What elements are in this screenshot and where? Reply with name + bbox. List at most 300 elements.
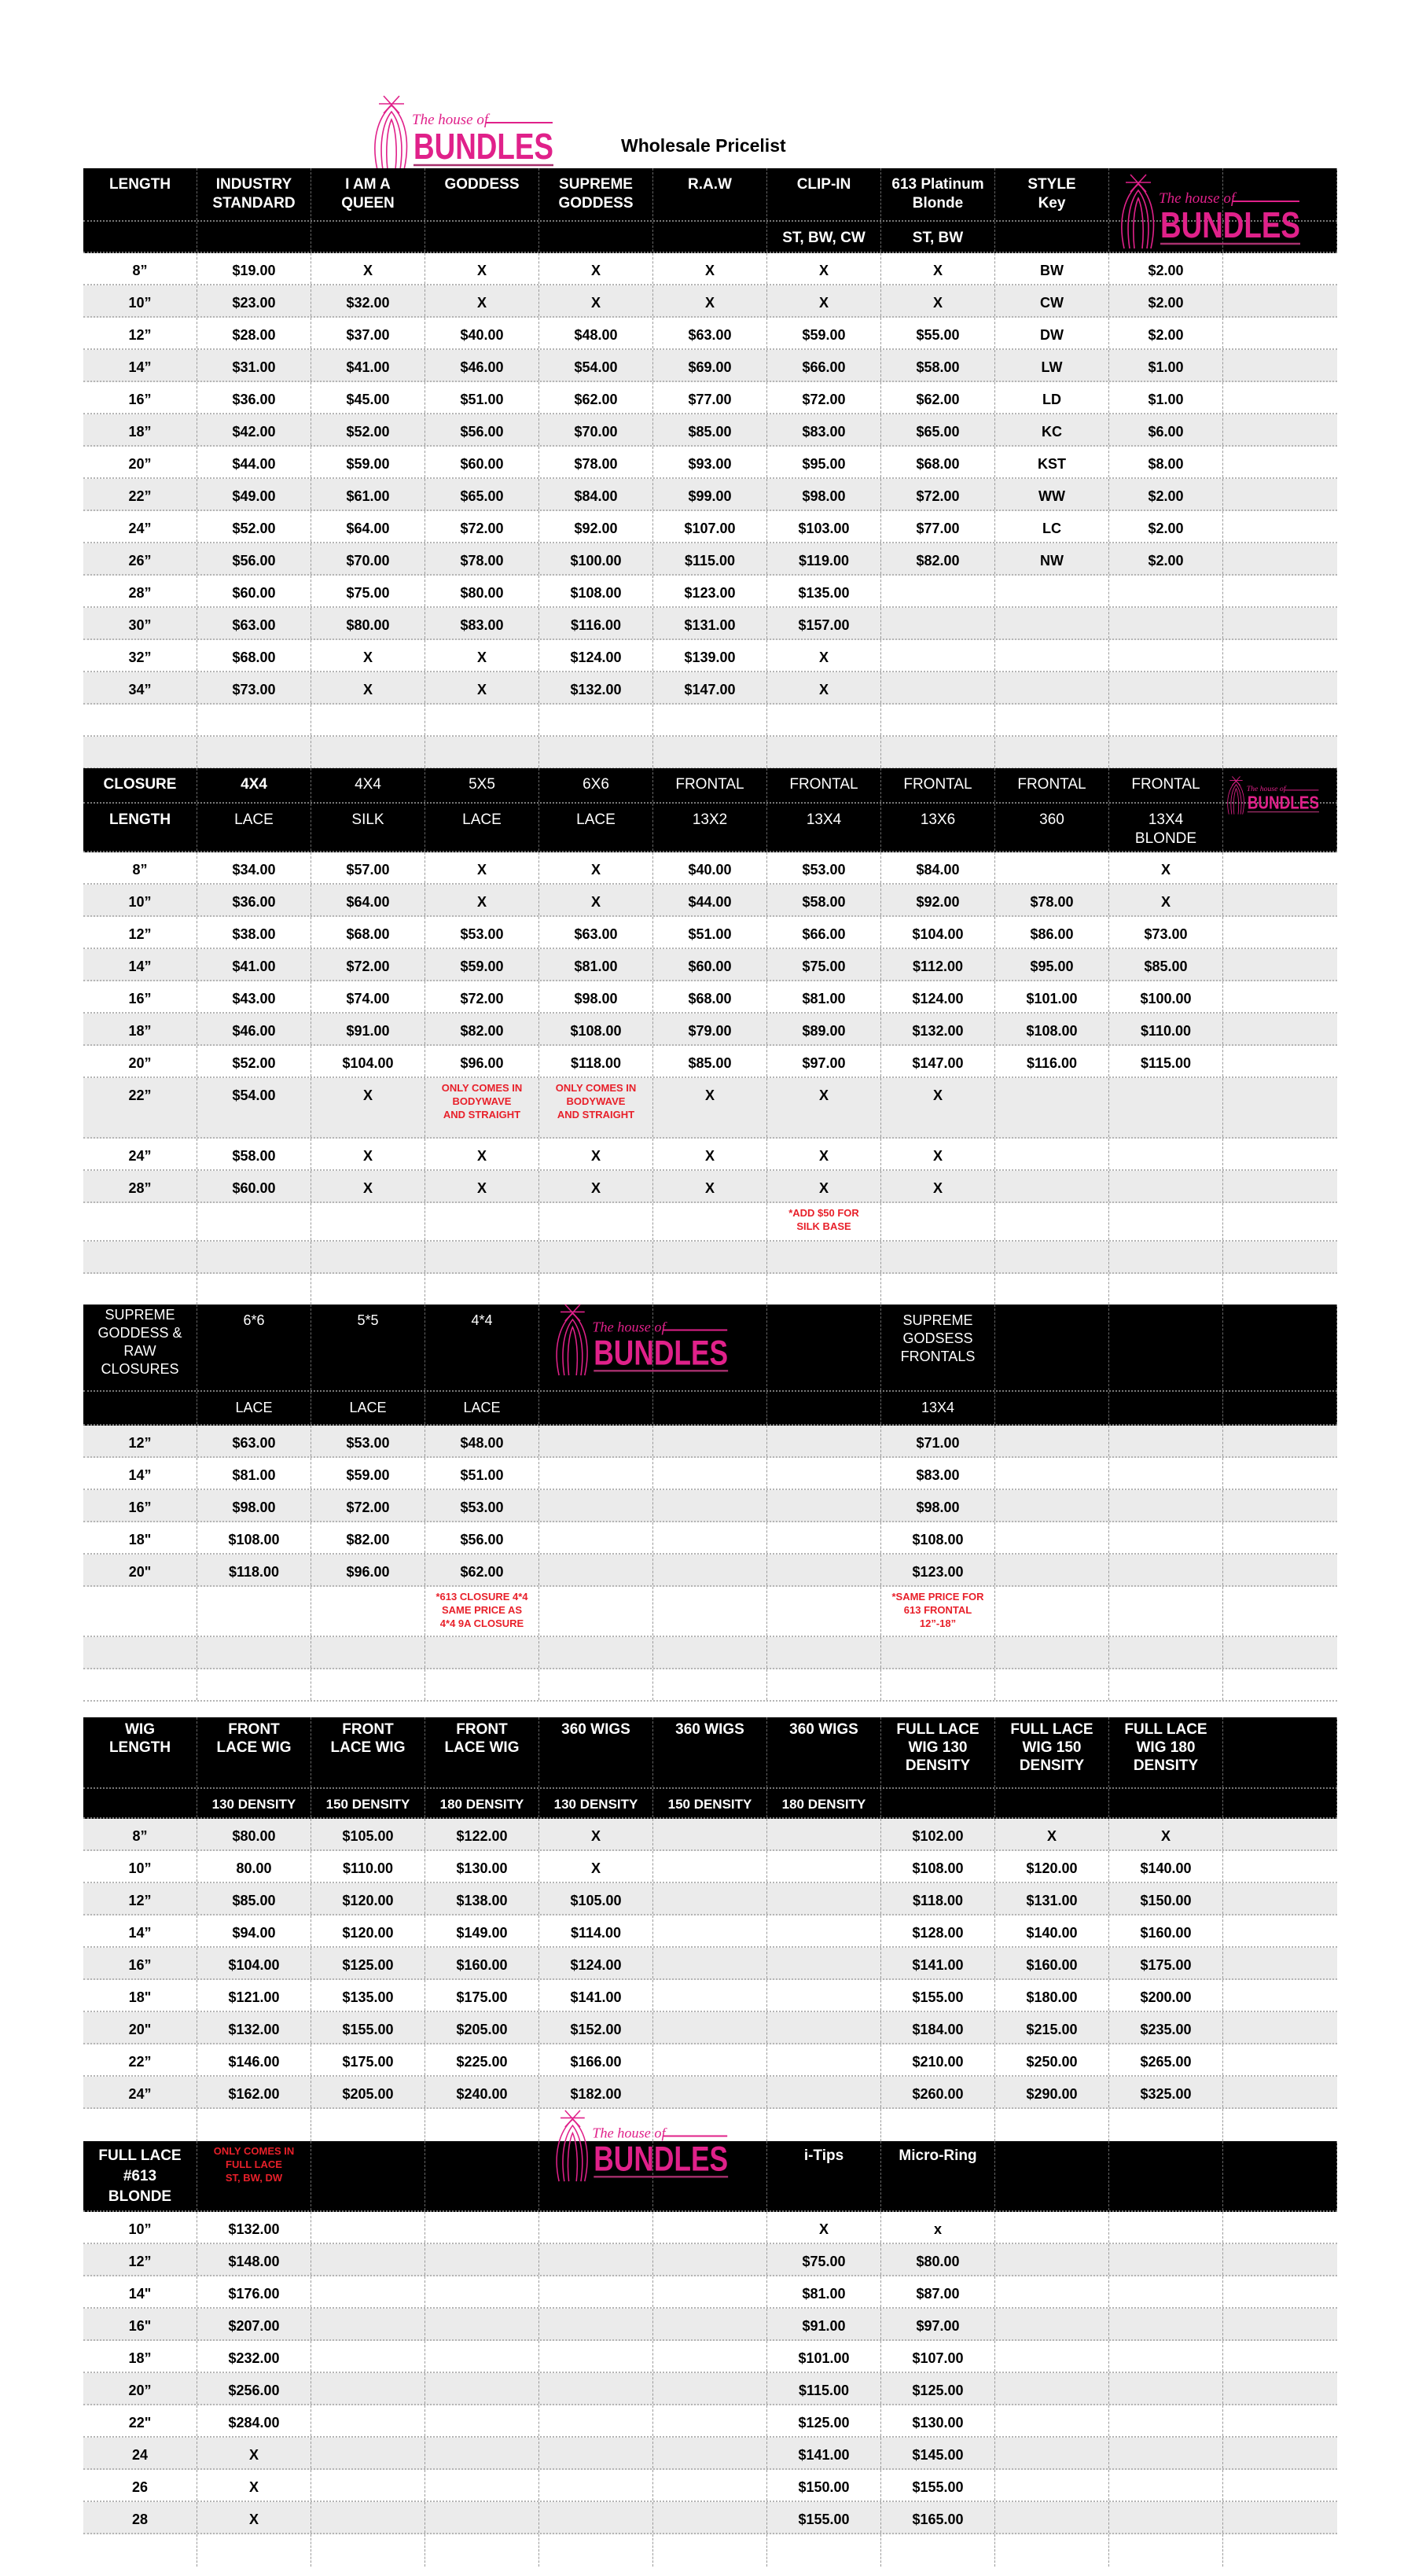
length-cell: 18" [83, 1980, 197, 2011]
column-header: 13X4 [767, 804, 881, 851]
price-cell [311, 2438, 425, 2468]
price-cell [1223, 253, 1337, 284]
column-header: SUPREME GODDESS & RAW CLOSURES [83, 1305, 197, 1390]
column-header: ST, BW, CW [767, 222, 881, 252]
length-cell: 20” [83, 1046, 197, 1076]
price-cell: $91.00 [767, 2309, 881, 2339]
price-cell [767, 1274, 881, 1305]
price-cell: X [539, 1819, 653, 1849]
length-cell: 12” [83, 1426, 197, 1456]
table-row [83, 2502, 1337, 2534]
price-cell: $8.00 [1109, 447, 1223, 477]
price-cell: LW [995, 350, 1109, 381]
column-header: CLOSURE [83, 768, 197, 802]
price-cell [653, 2373, 767, 2404]
length-cell: 34” [83, 672, 197, 703]
price-cell: $75.00 [767, 2244, 881, 2275]
price-cell [539, 1242, 653, 1272]
table-row [83, 608, 1337, 640]
price-cell [653, 2212, 767, 2243]
price-cell: $95.00 [995, 949, 1109, 980]
price-cell: X [767, 285, 881, 316]
column-header: ONLY COMES IN FULL LACE ST, BW, DW [197, 2141, 311, 2210]
price-cell [653, 2438, 767, 2468]
price-cell: $148.00 [197, 2244, 311, 2275]
wigs-table [83, 1717, 1337, 2141]
length-cell: 8” [83, 852, 197, 883]
price-cell: $118.00 [539, 1046, 653, 1076]
price-cell: $150.00 [767, 2470, 881, 2501]
price-cell: $1.00 [1109, 350, 1223, 381]
column-header: LACE [425, 804, 539, 851]
price-cell: $256.00 [197, 2373, 311, 2404]
length-cell: 16” [83, 382, 197, 413]
table-row [83, 2309, 1337, 2341]
price-cell [1223, 2244, 1337, 2275]
table-row [83, 1637, 1337, 1669]
price-cell: $157.00 [767, 608, 881, 638]
length-cell: 18" [83, 1522, 197, 1553]
price-cell: X [653, 1139, 767, 1169]
brand-logo [542, 2107, 731, 2183]
length-cell: 14” [83, 949, 197, 980]
price-cell: $116.00 [995, 1046, 1109, 1076]
column-header [1109, 1392, 1223, 1424]
price-cell: $40.00 [653, 852, 767, 883]
price-cell [1223, 2502, 1337, 2533]
column-header: FRONTAL [995, 768, 1109, 802]
price-cell: X [995, 1819, 1109, 1849]
price-cell [539, 2276, 653, 2307]
price-cell: X [653, 285, 767, 316]
price-cell: $232.00 [197, 2341, 311, 2372]
price-cell [767, 2109, 881, 2141]
price-cell [653, 2341, 767, 2372]
column-header: 360 WIGS [653, 1717, 767, 1787]
price-cell [1223, 1426, 1337, 1456]
price-cell: $175.00 [1109, 1948, 1223, 1978]
price-cell: $124.00 [881, 981, 995, 1012]
price-cell [767, 1637, 881, 1668]
price-cell [767, 1669, 881, 1700]
price-cell [311, 1669, 425, 1700]
column-header: FRONTAL [881, 768, 995, 802]
price-cell: $108.00 [881, 1522, 995, 1553]
price-cell [653, 2502, 767, 2533]
price-cell [995, 1139, 1109, 1169]
price-cell [1223, 2212, 1337, 2243]
price-cell: $83.00 [425, 608, 539, 638]
price-cell [767, 1458, 881, 1489]
column-header: 13X4 [881, 1392, 995, 1424]
column-header: FULL LACE WIG 180 DENSITY [1109, 1717, 1223, 1787]
column-header: 13X2 [653, 804, 767, 851]
column-header: 5*5 [311, 1305, 425, 1390]
length-cell: 24” [83, 1139, 197, 1169]
price-cell: X [881, 1078, 995, 1137]
price-cell: $49.00 [197, 479, 311, 510]
table-row [83, 1669, 1337, 1702]
price-cell [653, 2077, 767, 2107]
column-header: 5X5 [425, 768, 539, 802]
price-cell: $87.00 [881, 2276, 995, 2307]
price-cell [539, 2244, 653, 2275]
price-cell [1223, 382, 1337, 413]
price-cell [767, 2012, 881, 2043]
price-cell: $155.00 [311, 2012, 425, 2043]
price-cell [653, 2470, 767, 2501]
table-row [83, 2077, 1337, 2109]
price-cell: $155.00 [881, 2470, 995, 2501]
price-cell [767, 1242, 881, 1272]
price-cell: $210.00 [881, 2044, 995, 2075]
table-row [83, 1426, 1337, 1458]
column-header: FRONTAL [1109, 768, 1223, 802]
price-cell [1109, 608, 1223, 638]
price-cell [1223, 285, 1337, 316]
length-cell: 24” [83, 511, 197, 542]
column-header: FRONTAL [653, 768, 767, 802]
table-row [83, 917, 1337, 949]
price-cell: $56.00 [425, 414, 539, 445]
price-cell [1223, 852, 1337, 883]
price-cell [539, 737, 653, 767]
length-cell [83, 1274, 197, 1305]
column-header [653, 1392, 767, 1424]
column-header: 13X4 BLONDE [1109, 804, 1223, 851]
closures-frontals-table [83, 768, 1337, 1306]
price-cell [767, 1587, 881, 1636]
price-cell: $44.00 [653, 885, 767, 915]
price-cell: X [197, 2470, 311, 2501]
price-cell [1109, 1669, 1223, 1700]
price-cell: $61.00 [311, 479, 425, 510]
price-cell: $31.00 [197, 350, 311, 381]
price-cell [653, 1555, 767, 1585]
price-cell: $70.00 [539, 414, 653, 445]
price-cell: $56.00 [197, 543, 311, 574]
column-header: 180 DENSITY [767, 1789, 881, 1817]
length-cell [83, 1669, 197, 1700]
price-cell: $1.00 [1109, 382, 1223, 413]
price-cell: $102.00 [881, 1819, 995, 1849]
price-cell: $64.00 [311, 885, 425, 915]
price-cell [311, 2405, 425, 2436]
price-cell [539, 705, 653, 735]
table-row [83, 447, 1337, 479]
svg-text:BUNDLES: BUNDLES [1160, 204, 1300, 245]
table-row [83, 285, 1337, 318]
price-cell [995, 1171, 1109, 1202]
price-cell: $62.00 [881, 382, 995, 413]
price-cell: $145.00 [881, 2438, 995, 2468]
price-cell: $104.00 [311, 1046, 425, 1076]
price-cell [1109, 1458, 1223, 1489]
price-cell: $81.00 [767, 2276, 881, 2307]
length-cell [83, 1637, 197, 1668]
length-cell [83, 1242, 197, 1272]
price-cell: $65.00 [425, 479, 539, 510]
length-cell: 8” [83, 253, 197, 284]
price-cell: $115.00 [653, 543, 767, 574]
price-cell [995, 2276, 1109, 2307]
column-header [197, 222, 311, 252]
price-cell [1223, 640, 1337, 671]
price-cell: X [311, 640, 425, 671]
price-cell: $28.00 [197, 318, 311, 348]
price-cell: $2.00 [1109, 543, 1223, 574]
price-cell: $2.00 [1109, 253, 1223, 284]
price-cell [425, 1242, 539, 1272]
table-row [83, 2244, 1337, 2276]
note-text: ONLY COMES IN BODYWAVE AND STRAIGHT [425, 1078, 539, 1137]
brand-logo [1220, 775, 1321, 815]
price-cell: $68.00 [197, 640, 311, 671]
price-cell [539, 1587, 653, 1636]
price-cell [767, 1522, 881, 1553]
column-header: STYLE Key [995, 168, 1109, 220]
price-cell [539, 1637, 653, 1668]
price-cell [1109, 2244, 1223, 2275]
price-cell [995, 640, 1109, 671]
price-cell: $284.00 [197, 2405, 311, 2436]
price-cell [995, 1490, 1109, 1521]
price-cell [995, 608, 1109, 638]
price-cell: $19.00 [197, 253, 311, 284]
price-cell [539, 2309, 653, 2339]
table-row [83, 705, 1337, 737]
length-cell: 32” [83, 640, 197, 671]
price-cell: $152.00 [539, 2012, 653, 2043]
blonde-wigs-extensions-table [83, 2141, 1337, 2567]
price-cell: X [311, 672, 425, 703]
price-cell: $78.00 [539, 447, 653, 477]
table-row [83, 318, 1337, 350]
table-row [83, 1139, 1337, 1171]
column-header: 13X6 [881, 804, 995, 851]
column-header [1223, 1305, 1337, 1390]
table-row [83, 2044, 1337, 2077]
price-cell [653, 2012, 767, 2043]
price-cell: $132.00 [539, 672, 653, 703]
price-cell [1109, 576, 1223, 606]
price-cell: $140.00 [1109, 1851, 1223, 1882]
price-cell [995, 2341, 1109, 2372]
table-row [83, 382, 1337, 414]
price-cell [653, 1883, 767, 1914]
length-cell: 20" [83, 1555, 197, 1585]
length-cell [83, 1203, 197, 1240]
price-cell [653, 2244, 767, 2275]
price-cell: $101.00 [995, 981, 1109, 1012]
price-cell [653, 1458, 767, 1489]
price-cell: $80.00 [197, 1819, 311, 1849]
price-cell: $41.00 [311, 350, 425, 381]
table-row [83, 737, 1337, 769]
length-cell: 14” [83, 1458, 197, 1489]
svg-text:BUNDLES: BUNDLES [594, 2140, 729, 2179]
price-cell: BW [995, 253, 1109, 284]
column-header [1223, 1392, 1337, 1424]
price-cell [311, 1203, 425, 1240]
table-row [83, 1458, 1337, 1490]
price-cell [311, 2276, 425, 2307]
price-cell [995, 1078, 1109, 1137]
length-cell: 12” [83, 1883, 197, 1914]
brand-logo [1107, 171, 1303, 250]
price-cell [767, 2534, 881, 2567]
price-cell [197, 2534, 311, 2567]
price-cell [1109, 2276, 1223, 2307]
column-header [1223, 1717, 1337, 1787]
length-cell [83, 2534, 197, 2567]
length-cell: 22" [83, 2405, 197, 2436]
price-cell [767, 1819, 881, 1849]
column-header: 130 DENSITY [539, 1789, 653, 1817]
price-cell: $98.00 [539, 981, 653, 1012]
price-cell: $110.00 [1109, 1014, 1223, 1044]
price-cell [881, 1242, 995, 1272]
price-cell: X [767, 640, 881, 671]
price-cell: DW [995, 318, 1109, 348]
price-cell: $141.00 [767, 2438, 881, 2468]
price-cell: $53.00 [425, 917, 539, 948]
price-cell [539, 2438, 653, 2468]
svg-text:BUNDLES: BUNDLES [1247, 792, 1319, 813]
price-cell: $82.00 [311, 1522, 425, 1553]
price-cell: $63.00 [197, 608, 311, 638]
price-cell [1109, 2470, 1223, 2501]
price-cell [995, 852, 1109, 883]
price-cell: $165.00 [881, 2502, 995, 2533]
price-cell: $55.00 [881, 318, 995, 348]
price-cell [539, 1274, 653, 1305]
svg-text:BUNDLES: BUNDLES [594, 1334, 729, 1373]
price-cell [995, 2244, 1109, 2275]
price-cell [653, 1274, 767, 1305]
price-cell [425, 1669, 539, 1700]
price-cell [1223, 1948, 1337, 1978]
price-cell: X [311, 253, 425, 284]
price-cell: X [425, 672, 539, 703]
price-cell: $57.00 [311, 852, 425, 883]
column-header [881, 1789, 995, 1817]
column-header [995, 1789, 1109, 1817]
price-cell [881, 2109, 995, 2141]
price-cell: $46.00 [197, 1014, 311, 1044]
price-cell: $46.00 [425, 350, 539, 381]
price-cell [995, 1242, 1109, 1272]
price-cell [1223, 2534, 1337, 2567]
price-cell: $92.00 [539, 511, 653, 542]
price-cell [995, 2534, 1109, 2567]
price-cell: $160.00 [425, 1948, 539, 1978]
price-cell: $107.00 [653, 511, 767, 542]
price-cell: $72.00 [767, 382, 881, 413]
column-header: 4X4 [311, 768, 425, 802]
header-row [83, 1789, 1337, 1819]
price-cell: $132.00 [197, 2212, 311, 2243]
price-cell [539, 1458, 653, 1489]
price-cell: $78.00 [995, 885, 1109, 915]
price-cell: X [425, 1139, 539, 1169]
table-row [83, 479, 1337, 511]
price-cell: $125.00 [881, 2373, 995, 2404]
price-cell [881, 672, 995, 703]
header-row [83, 1717, 1337, 1789]
price-cell [311, 2373, 425, 2404]
price-cell: $98.00 [767, 479, 881, 510]
price-cell: $53.00 [767, 852, 881, 883]
price-cell [653, 1948, 767, 1978]
price-cell: X [653, 1171, 767, 1202]
length-cell: 14” [83, 350, 197, 381]
svg-text:The house of: The house of [592, 1319, 666, 1335]
price-cell [425, 2405, 539, 2436]
price-cell [311, 2534, 425, 2567]
price-cell: $205.00 [311, 2077, 425, 2107]
price-cell: $53.00 [425, 1490, 539, 1521]
table-row [83, 2470, 1337, 2502]
price-cell [1223, 1203, 1337, 1240]
price-cell: $66.00 [767, 917, 881, 948]
length-cell: 16” [83, 1490, 197, 1521]
price-cell: $325.00 [1109, 2077, 1223, 2107]
length-cell: 30” [83, 608, 197, 638]
price-cell [881, 737, 995, 767]
price-cell: $36.00 [197, 382, 311, 413]
price-cell [197, 2109, 311, 2141]
bundles-price-table [83, 168, 1337, 769]
table-row [83, 543, 1337, 576]
price-cell [767, 2077, 881, 2107]
column-header: LACE [197, 804, 311, 851]
price-cell: X [1109, 885, 1223, 915]
price-cell: $162.00 [197, 2077, 311, 2107]
price-cell: $150.00 [1109, 1883, 1223, 1914]
price-cell: $62.00 [539, 382, 653, 413]
price-cell [995, 2405, 1109, 2436]
price-cell [653, 2044, 767, 2075]
price-cell [653, 1851, 767, 1882]
price-cell [1109, 640, 1223, 671]
price-cell: $58.00 [767, 885, 881, 915]
table-row [83, 1046, 1337, 1078]
column-header: CLIP-IN [767, 168, 881, 220]
price-cell [653, 1819, 767, 1849]
length-cell: 10” [83, 2212, 197, 2243]
price-cell [311, 1242, 425, 1272]
price-cell [311, 705, 425, 735]
price-cell: $225.00 [425, 2044, 539, 2075]
price-cell: $110.00 [311, 1851, 425, 1882]
price-cell: $100.00 [539, 543, 653, 574]
note-row [83, 1587, 1337, 1637]
price-cell [311, 1587, 425, 1636]
price-cell [1223, 479, 1337, 510]
price-cell [1223, 981, 1337, 1012]
price-cell [197, 705, 311, 735]
length-cell: 28 [83, 2502, 197, 2533]
column-header: FULL LACE WIG 130 DENSITY [881, 1717, 995, 1787]
price-cell: $75.00 [311, 576, 425, 606]
price-cell: $2.00 [1109, 318, 1223, 348]
length-cell: 8” [83, 1819, 197, 1849]
price-cell: $98.00 [881, 1490, 995, 1521]
table-row [83, 414, 1337, 447]
price-cell: $207.00 [197, 2309, 311, 2339]
price-cell: $92.00 [881, 885, 995, 915]
